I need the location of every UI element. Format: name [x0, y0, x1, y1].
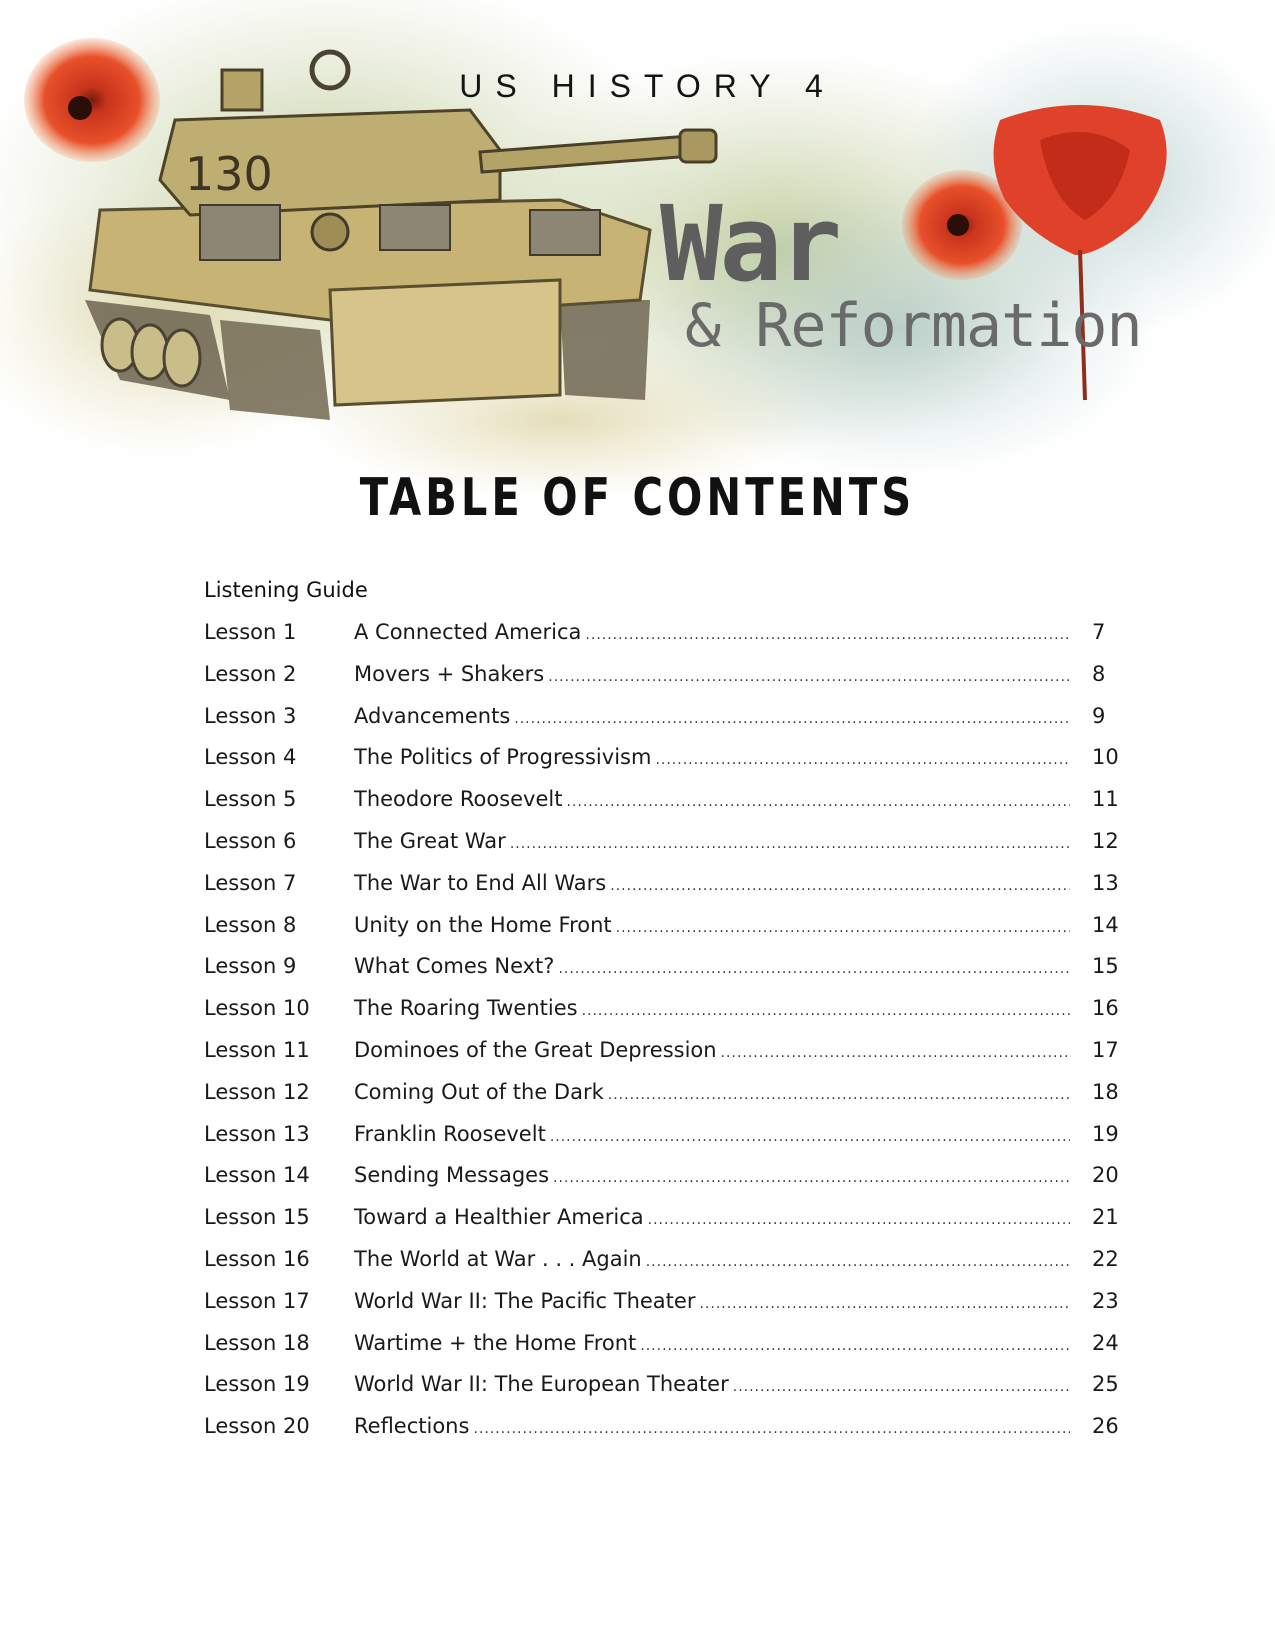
- toc-page-number: 20: [1092, 1163, 1119, 1188]
- svg-text:130: 130: [185, 147, 273, 201]
- toc-dot-leader: [514, 711, 1070, 727]
- toc-lesson-number: Lesson 18: [204, 1330, 310, 1355]
- toc-lesson-number: Lesson 4: [204, 745, 297, 770]
- toc-dot-leader: [699, 1296, 1070, 1312]
- toc-lesson-title: Dominoes of the Great Depression: [354, 1037, 717, 1062]
- toc-entry[interactable]: [204, 1037, 1119, 1080]
- toc-page-number: 7: [1092, 620, 1106, 644]
- toc-lesson-title: The Roaring Twenties: [354, 996, 578, 1021]
- toc-dot-leader: [733, 1379, 1070, 1395]
- toc-dot-leader: [648, 1212, 1070, 1228]
- toc-page-number: 11: [1092, 787, 1119, 812]
- toc-list: [204, 620, 1119, 1456]
- toc-page-number: 17: [1092, 1037, 1119, 1062]
- toc-entry[interactable]: [204, 745, 1119, 787]
- toc-lesson-number: Lesson 6: [204, 828, 297, 853]
- toc-lesson-number: Lesson 7: [204, 870, 297, 895]
- toc-entry[interactable]: [204, 954, 1119, 996]
- toc-lesson-title: The Politics of Progressivism: [354, 745, 652, 770]
- toc-lesson-number: Lesson 16: [204, 1246, 310, 1271]
- toc-entry[interactable]: [204, 620, 1106, 662]
- toc-lesson-number: Lesson 2: [204, 661, 297, 686]
- toc-lesson-title: What Comes Next?: [354, 954, 555, 979]
- toc-dot-leader: [610, 878, 1070, 894]
- title-reformation: & Reformation: [685, 291, 1142, 361]
- toc-dot-leader: [585, 627, 1070, 643]
- toc-page-number: 21: [1092, 1205, 1119, 1230]
- toc-page-number: 24: [1092, 1330, 1119, 1355]
- toc-dot-leader: [582, 1003, 1070, 1019]
- toc-lesson-title: Advancements: [354, 703, 511, 728]
- toc-dot-leader: [646, 1254, 1070, 1270]
- toc-dot-leader: [721, 1045, 1070, 1061]
- toc-dot-leader: [473, 1421, 1070, 1437]
- toc-dot-leader: [566, 794, 1070, 810]
- toc-lesson-number: Lesson 15: [204, 1205, 310, 1230]
- toc-page-number: 12: [1092, 828, 1119, 853]
- toc-page-number: 19: [1092, 1121, 1119, 1146]
- toc-page-number: 26: [1092, 1414, 1119, 1439]
- toc-dot-leader: [510, 836, 1070, 852]
- title-war: War: [660, 183, 839, 305]
- toc-entry[interactable]: [204, 703, 1106, 746]
- toc-page-number: 18: [1092, 1079, 1119, 1104]
- toc-entry[interactable]: [204, 1330, 1119, 1373]
- toc-entry[interactable]: [204, 661, 1106, 704]
- toc-entry[interactable]: [204, 1372, 1119, 1414]
- toc-dot-leader: [558, 961, 1070, 977]
- toc-dot-leader: [640, 1338, 1070, 1354]
- toc-dot-leader: [608, 1087, 1070, 1103]
- toc-page-number: 16: [1092, 996, 1119, 1021]
- toc-page-number: 23: [1092, 1288, 1119, 1313]
- toc-dot-leader: [616, 920, 1070, 936]
- toc-lesson-title: Reflections: [354, 1414, 470, 1439]
- toc-entry[interactable]: [204, 1246, 1119, 1289]
- toc-lesson-title: Sending Messages: [354, 1163, 550, 1188]
- toc-page-number: 15: [1092, 954, 1119, 979]
- toc-lesson-title: Unity on the Home Front: [354, 912, 612, 937]
- toc-lesson-title: A Connected America: [354, 620, 582, 644]
- toc-lesson-title: World War II: The European Theater: [354, 1372, 729, 1397]
- toc-page-number: 14: [1092, 912, 1119, 937]
- toc-dot-leader: [548, 669, 1070, 685]
- toc-lesson-title: Wartime + the Home Front: [354, 1330, 637, 1355]
- toc-page-number: 22: [1092, 1246, 1119, 1271]
- toc-lesson-title: The World at War . . . Again: [354, 1246, 642, 1271]
- toc-lesson-number: Lesson 8: [204, 912, 297, 937]
- toc-lesson-title: The Great War: [354, 828, 506, 853]
- toc-entry[interactable]: [204, 1205, 1119, 1247]
- toc-page-number: 13: [1092, 870, 1119, 895]
- toc-page-number: 10: [1092, 745, 1119, 770]
- toc-lesson-title: Toward a Healthier America: [354, 1205, 644, 1230]
- toc-entry[interactable]: [204, 912, 1119, 955]
- toc-lesson-number: Lesson 17: [204, 1288, 310, 1313]
- toc-entry[interactable]: [204, 1414, 1119, 1456]
- toc-page-number: 9: [1092, 703, 1106, 728]
- toc-entry[interactable]: [204, 828, 1119, 871]
- toc-page-number: 8: [1092, 661, 1106, 686]
- toc-lesson-number: Lesson 3: [204, 703, 297, 728]
- toc-heading: TABLE OF CONTENTS: [359, 468, 916, 528]
- toc-entry[interactable]: [204, 870, 1119, 913]
- toc-entry[interactable]: [204, 1121, 1119, 1164]
- toc-entry[interactable]: [204, 996, 1119, 1038]
- series-title: US HISTORY 4: [459, 68, 836, 104]
- toc-lesson-number: Lesson 14: [204, 1163, 310, 1188]
- listening-guide-label: Listening Guide: [204, 578, 368, 602]
- toc-lesson-number: Lesson 5: [204, 787, 297, 812]
- toc-entry[interactable]: [204, 787, 1119, 829]
- toc-dot-leader: [553, 1170, 1070, 1186]
- toc-lesson-number: Lesson 19: [204, 1372, 310, 1397]
- toc-entry[interactable]: [204, 1288, 1119, 1331]
- toc-lesson-number: Lesson 1: [204, 620, 297, 644]
- toc-lesson-title: World War II: The Pacific Theater: [354, 1288, 696, 1313]
- toc-lesson-title: The War to End All Wars: [354, 870, 607, 895]
- toc-entry[interactable]: [204, 1079, 1119, 1122]
- toc-lesson-number: Lesson 13: [204, 1121, 310, 1146]
- toc-lesson-number: Lesson 9: [204, 954, 297, 979]
- toc-lesson-number: Lesson 12: [204, 1079, 310, 1104]
- toc-lesson-number: Lesson 10: [204, 996, 310, 1021]
- toc-dot-leader: [550, 1129, 1070, 1145]
- toc-lesson-number: Lesson 20: [204, 1414, 310, 1439]
- toc-lesson-number: Lesson 11: [204, 1037, 310, 1062]
- toc-entry[interactable]: [204, 1163, 1119, 1205]
- toc-page-number: 25: [1092, 1372, 1119, 1397]
- toc-dot-leader: [655, 752, 1070, 768]
- toc-lesson-title: Theodore Roosevelt: [354, 787, 563, 812]
- toc-lesson-title: Franklin Roosevelt: [354, 1121, 546, 1146]
- toc-lesson-title: Coming Out of the Dark: [354, 1079, 604, 1104]
- toc-lesson-title: Movers + Shakers: [354, 661, 545, 686]
